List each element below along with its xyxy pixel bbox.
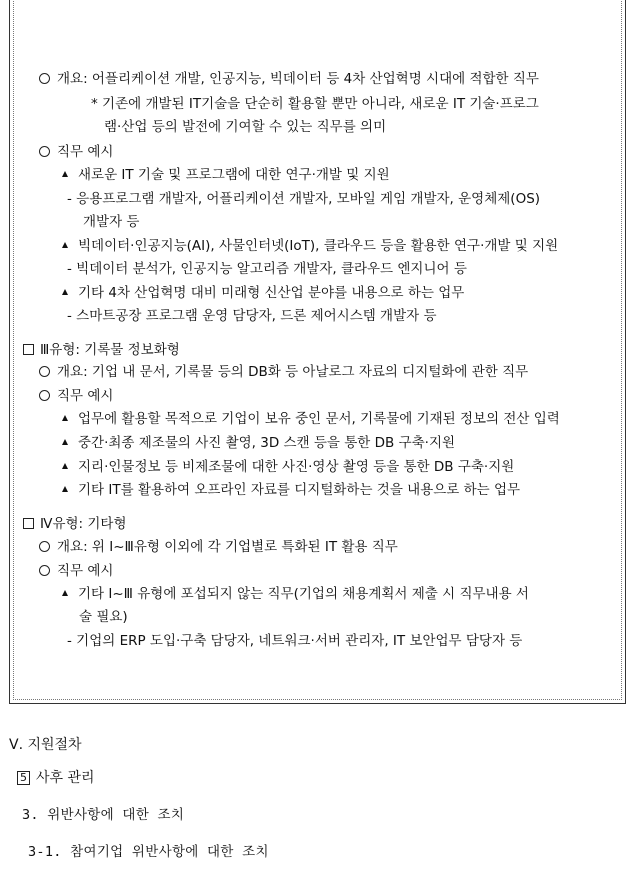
example-item-1 bbox=[62, 165, 390, 185]
example-item-3-text: 기타 4차 산업혁명 대비 미래형 신산업 분야를 내용으로 하는 업무 bbox=[78, 285, 465, 301]
examples-heading-text: 직무 예시 bbox=[57, 144, 114, 160]
type3-example-3-text: 지리·인물정보 등 비제조물에 대한 사진·영상 촬영 등을 통한 DB 구축·지원 bbox=[78, 459, 515, 475]
circle-bullet-icon bbox=[39, 541, 50, 552]
type3-example-1-text: 업무에 활용할 목적으로 기업이 보유 중인 문서, 기록물에 기재된 정보의 전산 입력 bbox=[78, 411, 560, 427]
note-line-2: 램·산업 등의 발전에 기여할 수 있는 직무를 의미 bbox=[104, 119, 387, 135]
triangle-bullet-icon bbox=[62, 590, 68, 596]
circle-bullet-icon bbox=[39, 390, 50, 401]
type3-example-3 bbox=[62, 457, 514, 477]
square-bullet-icon bbox=[23, 344, 34, 355]
circle-bullet-icon bbox=[39, 73, 50, 84]
triangle-bullet-icon bbox=[62, 463, 68, 469]
example-item-3 bbox=[62, 283, 464, 303]
example-item-2-sub: - 빅데이터 분석가, 인공지능 알고리즘 개발자, 클라우드 엔지니어 등 bbox=[67, 261, 467, 277]
type4-overview bbox=[39, 537, 398, 557]
subitem-heading: 3-1. 참여기업 위반사항에 대한 조치 bbox=[28, 844, 269, 860]
type4-heading bbox=[23, 514, 127, 534]
type4-examples-heading-text: 직무 예시 bbox=[57, 563, 114, 579]
type3-heading bbox=[23, 340, 180, 360]
type3-examples-heading-text: 직무 예시 bbox=[57, 388, 114, 404]
circle-bullet-icon bbox=[39, 366, 50, 377]
circle-bullet-icon bbox=[39, 146, 50, 157]
type3-example-4 bbox=[62, 480, 520, 500]
note-line-1: * 기존에 개발된 IT기술을 단순히 활용할 뿐만 아니라, 새로운 IT 기술·프로그 bbox=[91, 96, 539, 112]
triangle-bullet-icon bbox=[62, 439, 68, 445]
example-item-1-text: 새로운 IT 기술 및 프로그램에 대한 연구·개발 및 지원 bbox=[78, 167, 390, 183]
example-item-3-sub: - 스마트공장 프로그램 운영 담당자, 드론 제어시스템 개발자 등 bbox=[67, 308, 437, 324]
section-heading: Ⅴ. 지원절차 bbox=[9, 737, 82, 753]
type3-heading-text: Ⅲ유형: 기록물 정보화형 bbox=[40, 342, 180, 358]
type4-example-1-sub: - 기업의 ERP 도입·구축 담당자, 네트워크·서버 관리자, IT 보안업무 담당자 등 bbox=[67, 633, 523, 649]
triangle-bullet-icon bbox=[62, 415, 68, 421]
overview-text: 개요: 어플리케이션 개발, 인공지능, 빅데이터 등 4차 산업혁명 시대에 적합한 직무 bbox=[57, 71, 539, 87]
triangle-bullet-icon bbox=[62, 171, 68, 177]
circle-bullet-icon bbox=[39, 565, 50, 576]
triangle-bullet-icon bbox=[62, 242, 68, 248]
example-item-1-sub-line-2: 개발자 등 bbox=[83, 214, 140, 230]
type4-overview-text: 개요: 위 Ⅰ~Ⅲ유형 이외에 각 기업별로 특화된 IT 활용 직무 bbox=[57, 539, 398, 555]
type4-heading-text: Ⅳ유형: 기타형 bbox=[40, 516, 127, 532]
type4-example-1-text: 기타 Ⅰ~Ⅲ 유형에 포섭되지 않는 직무(기업의 채용계획서 제출 시 직무내용 서 bbox=[78, 586, 529, 602]
type3-overview bbox=[39, 362, 528, 382]
examples-heading bbox=[39, 142, 113, 162]
type3-overview-text: 개요: 기업 내 문서, 기록물 등의 DB화 등 아날로그 자료의 디지털화에 관한 직무 bbox=[57, 364, 529, 380]
type3-example-4-text: 기타 IT를 활용하여 오프라인 자료를 디지털화하는 것을 내용으로 하는 업무 bbox=[78, 482, 521, 498]
boxed-number: 5 bbox=[17, 771, 30, 785]
subsection-heading bbox=[17, 768, 95, 788]
example-item-1-sub-line-1: - 응용프로그램 개발자, 어플리케이션 개발자, 모바일 게임 개발자, 운영체제(OS) bbox=[67, 191, 541, 207]
type3-example-1 bbox=[62, 409, 560, 429]
subsection-title: 사후 관리 bbox=[36, 770, 95, 786]
type4-examples-heading bbox=[39, 561, 113, 581]
type3-examples-heading bbox=[39, 386, 113, 406]
type3-example-2 bbox=[62, 433, 455, 453]
square-bullet-icon bbox=[23, 518, 34, 529]
type4-example-1-line-2: 술 필요) bbox=[79, 609, 128, 625]
overview-item bbox=[39, 69, 539, 89]
item-heading: 3. 위반사항에 대한 조치 bbox=[22, 807, 185, 823]
triangle-bullet-icon bbox=[62, 289, 68, 295]
type3-example-2-text: 중간·최종 제조물의 사진 촬영, 3D 스캔 등을 통한 DB 구축·지원 bbox=[78, 435, 456, 451]
example-item-2-text: 빅데이터·인공지능(AI), 사물인터넷(IoT), 클라우드 등을 활용한 연구·개발 및 지원 bbox=[78, 238, 559, 254]
type4-example-1-line-1 bbox=[62, 584, 529, 604]
example-item-2 bbox=[62, 236, 558, 256]
triangle-bullet-icon bbox=[62, 486, 68, 492]
